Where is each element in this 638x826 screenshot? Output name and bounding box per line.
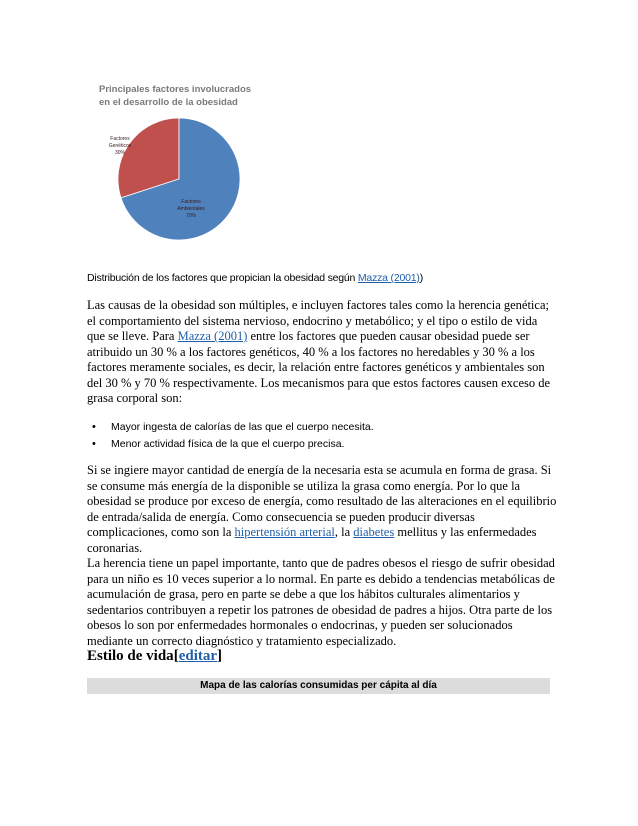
section-heading: [87, 648, 222, 665]
pie-slice-label: Factores: [110, 136, 130, 142]
bracket-open: [: [173, 648, 179, 664]
caption-mazza-link[interactable]: Mazza (2001): [357, 272, 420, 284]
chart-title-line-1: Principales factores involucrados: [99, 84, 252, 95]
heredity-text: La herencia tiene un papel importante, tanto que de padres obesos el riesgo de sufrir obesidad para un niño es 10 veces superior a lo normal. En parte es debido a tendencias metabólicas de acumulación de grasa, pero en parte se debe a que los hábitos culturales alimentarios y sedentarios contribuyen a repetir los patrones de obesidad de padres a hijos. Otra parte de los obesos lo son por enfermedades hormonales o endocrinas, y pueden ser solucionados mediante un correcto diagnóstico y tratamiento especializado.: [87, 556, 555, 648]
mechanisms-list: [87, 419, 374, 453]
diabetes-link[interactable]: diabetes: [353, 525, 395, 539]
obesity-factors-pie-chart: [91, 80, 261, 240]
pie-slice-label: 70%: [185, 213, 197, 219]
energy-text-b: , la: [334, 525, 354, 539]
pie-slice-label: Genéticos: [108, 143, 132, 149]
caption-close: ): [419, 272, 423, 284]
hypertension-link[interactable]: hipertensión arterial: [234, 525, 335, 539]
pie-slice-label: Factores: [181, 199, 201, 205]
causes-text-b: entre los factores que pueden causar obesidad puede ser atribuido un 30 % a los factores genéticos, 40 % a los factores no heredables y 30 % a los factores meramente sociales, es decir, la relación entre factores genéticos y ambientales son del 30 % y 70 % respectivamente. Los mecanismos para que estos factores causen exceso de grasa corporal son:: [87, 329, 551, 405]
chart-title-line-2: en el desarrollo de la obesidad: [99, 97, 238, 108]
figure-caption: [87, 272, 423, 284]
energy-text-c: mellitus y las enfermedades coronarias.: [87, 525, 537, 555]
energy-text-a: Si se ingiere mayor cantidad de energía de la necesaria esta se acumula en forma de grasa. Si se consume más energía de la disponible se utiliza la grasa como energía. Por lo que la obesidad se produce por exceso de energía, como resultado de las alteraciones en el equilibrio de entrada/salida de energía. Como consecuencia se pueden producir diversas complicaciones, como son la: [87, 463, 557, 539]
pie-slice-label: Ambientales: [177, 206, 205, 212]
mazza-link[interactable]: Mazza (2001): [177, 329, 248, 343]
table-header-text: Mapa de las calorías consumidas per cápita al día: [200, 680, 437, 691]
list-item: • Mayor ingesta de calorías de las que el cuerpo necesita.: [87, 419, 374, 436]
pie-slices: [118, 118, 240, 240]
bracket-close: ]: [217, 648, 223, 664]
edit-link[interactable]: editar: [178, 648, 218, 664]
causes-text-a: Las causas de la obesidad son múltiples, e incluyen factores tales como la herencia genética; el comportamiento del sistema nervioso, endocrino y metabólico; y el tipo o estilo de vida que se lleve. Para: [87, 298, 549, 343]
list-item: • Menor actividad física de la que el cuerpo precisa.: [87, 436, 374, 453]
energy-paragraph: [87, 463, 557, 649]
caption-text: Distribución de los factores que propician la obesidad según: [87, 272, 358, 284]
calorie-map-table-header: [87, 678, 550, 694]
pie-chart-svg: [91, 80, 261, 240]
causes-paragraph: [87, 298, 557, 407]
section-title: Estilo de vida: [87, 648, 174, 664]
pie-slice-label: 30%: [114, 150, 126, 156]
